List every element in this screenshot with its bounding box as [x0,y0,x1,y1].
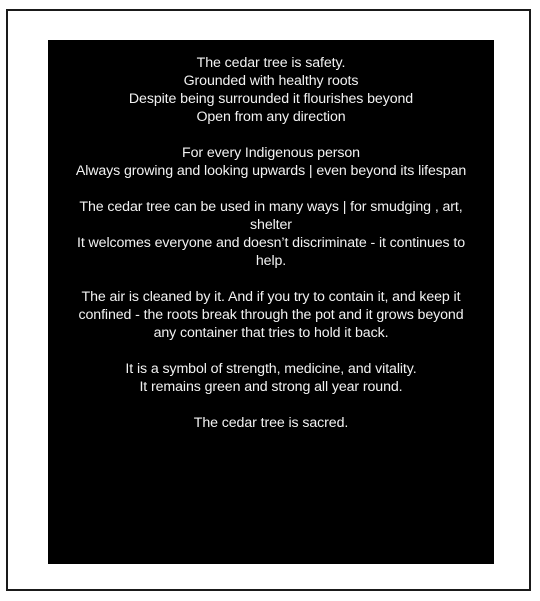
poem-line: The cedar tree is sacred. [193,415,349,431]
stanza-6 [66,414,476,432]
poem-line: It is a symbol of strength, medicine, and vitality. [125,361,417,377]
poem-line: Grounded with healthy roots [183,73,359,89]
stanza-4 [66,288,476,342]
poem-line: Always growing and looking upwards | even beyond its lifespan [75,163,467,179]
poem-line: It welcomes everyone and doesn’t discriminate - it continues to help. [77,235,465,269]
poem-line: Open from any direction [196,109,346,125]
poem-line: The air is cleaned by it. And if you try to contain it, and keep it confined - the roots break through the pot and it grows beyond any container that tries to hold it back. [78,289,464,341]
poem-panel [48,40,494,564]
poem-line: It remains green and strong all year round. [139,379,403,395]
poem-line: The cedar tree can be used in many ways | for smudging , art, shelter [79,199,463,233]
stanza-2 [66,144,476,180]
poem-line: The cedar tree is safety. [196,55,346,71]
stanza-3 [66,198,476,270]
poem-body [48,54,494,432]
stanza-5 [66,360,476,396]
poem-line: For every Indigenous person [182,145,360,161]
stanza-1 [66,54,476,126]
poem-line: Despite being surrounded it flourishes beyond [128,91,414,107]
